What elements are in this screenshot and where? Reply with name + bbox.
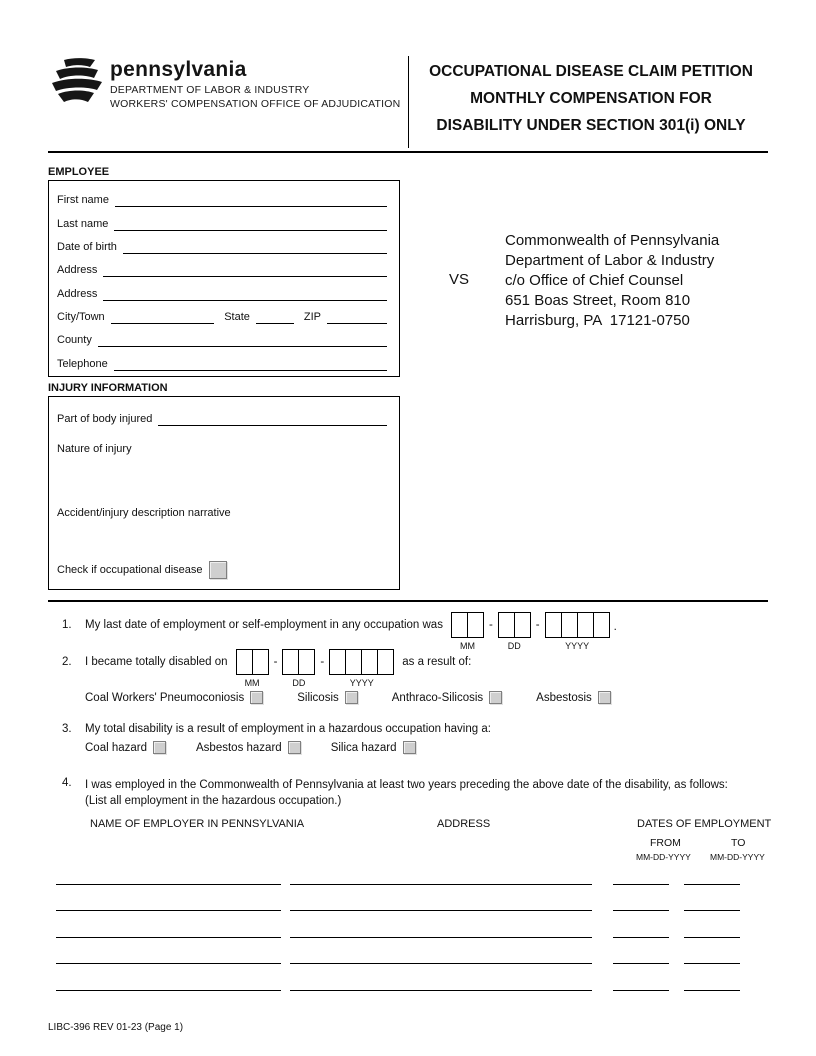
keystone-logo-icon xyxy=(48,58,102,104)
date2-yyyy-cell-1[interactable] xyxy=(329,649,346,675)
field-address-2 xyxy=(57,280,387,301)
anthraco-silicosis-checkbox[interactable] xyxy=(489,691,502,704)
field-county xyxy=(57,326,387,347)
first-name-blank[interactable] xyxy=(115,194,387,207)
yyyy-group xyxy=(329,649,394,688)
pneumoconiosis-label: Coal Workers' Pneumoconiosis xyxy=(85,691,245,704)
disease-option-pneumoconiosis xyxy=(85,691,263,704)
form-title xyxy=(412,58,770,139)
item-4-number: 4. xyxy=(62,777,72,789)
narrative-label: Accident/injury description narrative xyxy=(57,507,231,519)
hazard-checkbox-row xyxy=(85,741,416,754)
item-3 xyxy=(62,723,491,735)
item-3-number: 3. xyxy=(62,723,72,735)
mm-label: MM xyxy=(459,641,475,651)
item-4 xyxy=(62,777,728,809)
employer-column-header: NAME OF EMPLOYER IN PENNSYLVANIA xyxy=(90,818,305,830)
dd-label: DD xyxy=(292,678,306,688)
city-label: City/Town xyxy=(57,310,105,323)
asbestosis-checkbox[interactable] xyxy=(598,691,611,704)
disability-date-input xyxy=(236,649,395,688)
occupational-disease-checkbox[interactable] xyxy=(209,561,227,579)
item-1-period: . xyxy=(613,621,617,633)
date1-yyyy-cell-3[interactable] xyxy=(577,612,594,638)
anthraco-silicosis-label: Anthraco-Silicosis xyxy=(391,691,484,704)
nature-of-injury-label: Nature of injury xyxy=(57,443,132,455)
from-header: FROM xyxy=(650,837,681,849)
state-blank[interactable] xyxy=(256,311,294,324)
injury-section-label: INJURY INFORMATION xyxy=(48,382,168,394)
form-title-line2: MONTHLY COMPENSATION FOR xyxy=(470,90,712,107)
mm-group xyxy=(236,649,269,688)
city-blank[interactable] xyxy=(111,311,215,324)
part-of-body-blank[interactable] xyxy=(158,413,387,426)
item-2-number: 2. xyxy=(62,656,72,668)
item-4-text-block xyxy=(85,777,728,809)
pa-logo xyxy=(48,58,400,110)
disease-option-anthraco-silicosis xyxy=(392,691,502,704)
vs-label: VS xyxy=(449,271,470,288)
address2-blank[interactable] xyxy=(103,288,387,301)
state-label: State xyxy=(224,310,250,323)
employment-from-blank[interactable] xyxy=(613,990,669,991)
logo-text-block xyxy=(110,58,400,110)
dd-label: DD xyxy=(507,641,521,651)
employment-row-2 xyxy=(48,885,768,912)
employment-row-1 xyxy=(48,858,768,885)
employee-section-label: EMPLOYEE xyxy=(48,166,110,178)
date2-dd-cell-1[interactable] xyxy=(282,649,299,675)
hazard-option-silica xyxy=(331,741,416,754)
address1-label: Address xyxy=(57,264,98,277)
header-rule xyxy=(48,151,768,153)
silica-hazard-label: Silica hazard xyxy=(330,741,397,754)
date2-yyyy-cell-2[interactable] xyxy=(345,649,362,675)
date2-dd-cell-2[interactable] xyxy=(298,649,315,675)
yyyy-group xyxy=(545,612,610,651)
date2-mm-cell-2[interactable] xyxy=(252,649,269,675)
respondent-line2: Department of Labor & Industry xyxy=(505,252,715,269)
hazard-option-coal xyxy=(85,741,166,754)
employment-table xyxy=(48,858,768,991)
silica-hazard-checkbox[interactable] xyxy=(403,741,416,754)
field-part-of-body xyxy=(57,405,387,426)
form-title-line3: DISABILITY UNDER SECTION 301(i) ONLY xyxy=(436,117,746,134)
item-3-text: My total disability is a result of employment in a hazardous occupation having a: xyxy=(85,723,491,735)
disease-checkbox-row xyxy=(85,691,611,704)
dd-group xyxy=(498,612,531,651)
zip-label: ZIP xyxy=(303,310,321,323)
date1-mm-cell-1[interactable] xyxy=(451,612,468,638)
respondent-line3: c/o Office of Chief Counsel xyxy=(505,272,684,289)
item-2-suffix: as a result of: xyxy=(402,656,472,668)
date-separator: - xyxy=(535,619,540,631)
silicosis-label: Silicosis xyxy=(297,691,339,704)
hazard-option-asbestos xyxy=(196,741,301,754)
field-city-state-zip xyxy=(57,303,387,324)
coal-hazard-checkbox[interactable] xyxy=(153,741,166,754)
respondent-line5: Harrisburg, PA 17121-0750 xyxy=(505,312,690,329)
telephone-blank[interactable] xyxy=(114,358,387,371)
occupational-disease-check-label: Check if occupational disease xyxy=(57,564,203,576)
mm-label: MM xyxy=(244,678,260,688)
date1-dd-cell-1[interactable] xyxy=(498,612,515,638)
injury-box xyxy=(48,396,400,590)
date2-mm-cell-1[interactable] xyxy=(236,649,253,675)
last-employment-date-input xyxy=(451,612,610,651)
department-line: DEPARTMENT OF LABOR & INDUSTRY xyxy=(110,84,310,96)
item-4-text: I was employed in the Commonwealth of Pennsylvania at least two years preceding the above date of the disability, as follows: xyxy=(85,779,728,791)
date-separator: - xyxy=(320,656,325,668)
dob-label: Date of birth xyxy=(57,240,117,253)
date2-yyyy-cell-3[interactable] xyxy=(361,649,378,675)
dob-blank[interactable] xyxy=(123,241,387,254)
disease-option-asbestosis xyxy=(536,691,611,704)
asbestosis-label: Asbestosis xyxy=(536,691,592,704)
employer-name-blank[interactable] xyxy=(56,990,281,991)
item-2-text: I became totally disabled on xyxy=(85,656,228,668)
county-blank[interactable] xyxy=(98,334,387,347)
dates-column-header: DATES OF EMPLOYMENT xyxy=(637,818,772,830)
yyyy-label: YYYY xyxy=(565,641,590,651)
employment-row-5 xyxy=(48,964,768,991)
part-of-body-label: Part of body injured xyxy=(57,413,153,425)
address-column-header: ADDRESS xyxy=(437,818,491,830)
form-number: LIBC-396 REV 01-23 (Page 1) xyxy=(48,1022,184,1033)
respondent-address xyxy=(505,231,719,331)
respondent-line4: 651 Boas Street, Room 810 xyxy=(505,292,691,309)
date-separator: - xyxy=(488,619,493,631)
first-name-label: First name xyxy=(57,194,109,207)
employment-row-3 xyxy=(48,911,768,938)
mm-group xyxy=(451,612,484,651)
form-title-line1: OCCUPATIONAL DISEASE CLAIM PETITION xyxy=(429,63,753,80)
address1-blank[interactable] xyxy=(103,264,387,277)
office-line: WORKERS' COMPENSATION OFFICE OF ADJUDICATION xyxy=(110,98,401,110)
date1-yyyy-cell-1[interactable] xyxy=(545,612,562,638)
county-label: County xyxy=(57,334,92,347)
to-header: TO xyxy=(731,837,746,849)
item-1-number: 1. xyxy=(62,619,72,631)
employment-to-blank[interactable] xyxy=(684,990,740,991)
last-name-label: Last name xyxy=(57,217,109,230)
date1-yyyy-cell-2[interactable] xyxy=(561,612,578,638)
brand-name: pennsylvania xyxy=(110,58,247,81)
yyyy-label: YYYY xyxy=(349,678,374,688)
employee-box xyxy=(48,180,400,377)
silicosis-checkbox[interactable] xyxy=(345,691,358,704)
item-2 xyxy=(62,649,471,688)
asbestos-hazard-checkbox[interactable] xyxy=(288,741,301,754)
asbestos-hazard-label: Asbestos hazard xyxy=(196,741,282,754)
last-name-blank[interactable] xyxy=(114,218,387,231)
date1-yyyy-cell-4[interactable] xyxy=(593,612,610,638)
address2-label: Address xyxy=(57,287,98,300)
dd-group xyxy=(282,649,315,688)
occupational-disease-check-row xyxy=(57,561,227,579)
item-1 xyxy=(62,612,617,651)
employment-row-4 xyxy=(48,938,768,965)
from-format-label: MM-DD-YYYY xyxy=(636,852,691,862)
date1-dd-cell-2[interactable] xyxy=(514,612,531,638)
date2-yyyy-cell-4[interactable] xyxy=(377,649,394,675)
item-1-text: My last date of employment or self-employment in any occupation was xyxy=(85,619,443,631)
pneumoconiosis-checkbox[interactable] xyxy=(250,691,263,704)
field-first-name xyxy=(57,186,387,207)
field-last-name xyxy=(57,210,387,231)
header-vertical-divider xyxy=(408,56,409,148)
field-address-1 xyxy=(57,256,387,277)
employer-address-blank[interactable] xyxy=(290,990,592,991)
field-telephone xyxy=(57,350,387,371)
coal-hazard-label: Coal hazard xyxy=(85,741,148,754)
date1-mm-cell-2[interactable] xyxy=(467,612,484,638)
date-separator: - xyxy=(273,656,278,668)
item-4-subtext: (List all employment in the hazardous occupation.) xyxy=(85,795,342,807)
section-divider-rule xyxy=(48,600,768,602)
respondent-line1: Commonwealth of Pennsylvania xyxy=(505,232,720,249)
telephone-label: Telephone xyxy=(57,357,108,370)
zip-blank[interactable] xyxy=(327,311,387,324)
disease-option-silicosis xyxy=(297,691,358,704)
to-format-label: MM-DD-YYYY xyxy=(710,852,765,862)
field-date-of-birth xyxy=(57,233,387,254)
